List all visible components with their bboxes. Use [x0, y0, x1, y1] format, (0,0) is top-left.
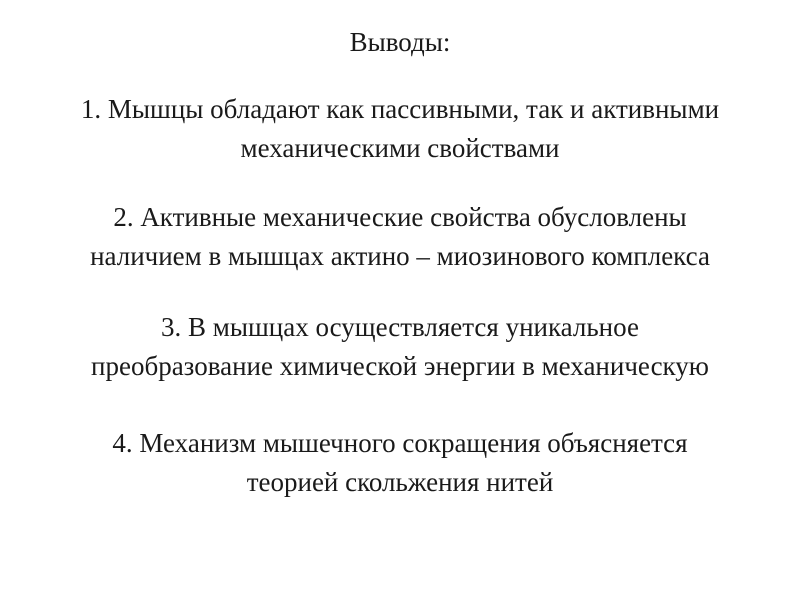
conclusion-item-1	[20, 90, 780, 168]
conclusion-item-1-line-1: 1. Мышцы обладают как пассивными, так и активными	[80, 94, 720, 124]
conclusion-item-2-line-1: 2. Активные механические свойства обусловлены	[113, 202, 687, 232]
conclusion-item-3-line-2: преобразование химической энергии в механическую	[91, 351, 709, 381]
conclusion-item-2-line-2: наличием в мышцах актино – миозинового комплекса	[90, 241, 710, 271]
conclusion-item-1-line-2: механическими свойствами	[240, 133, 560, 163]
conclusion-item-3	[20, 308, 780, 386]
conclusion-item-2	[20, 198, 780, 276]
conclusion-item-4-line-1: 4. Механизм мышечного сокращения объясняется	[112, 428, 688, 458]
slide-title: Выводы:	[349, 27, 451, 57]
conclusion-item-4-line-2: теорией скольжения нитей	[246, 467, 554, 497]
conclusion-item-4	[20, 424, 780, 502]
conclusion-item-3-line-1: 3. В мышцах осуществляется уникальное	[161, 312, 639, 342]
